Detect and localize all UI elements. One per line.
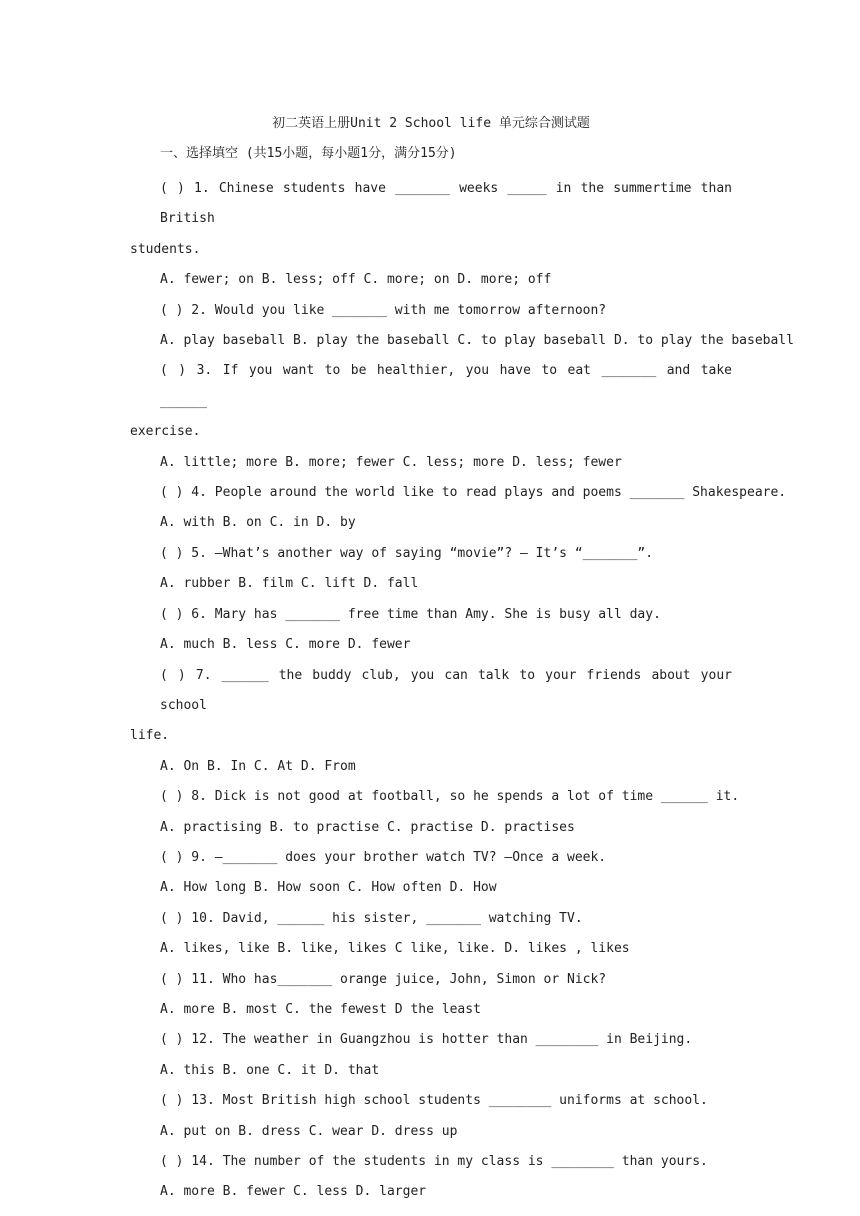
question-list — [130, 174, 794, 1208]
answer-options: A. How long B. How soon C. How often D. How — [160, 880, 497, 896]
question-text: ( ) 9. —_______ does your brother watch TV? —Once a week. — [160, 849, 607, 865]
question-item — [130, 661, 732, 752]
answer-options: A. little; more B. more; fewer C. less; more D. less; fewer — [160, 454, 622, 470]
answer-options: A. with B. on C. in D. by — [160, 515, 356, 531]
question-item — [130, 356, 732, 447]
answer-options: A. likes, like B. like, likes C like, like. D. likes , likes — [160, 941, 630, 957]
answer-options: A. this B. one C. it D. that — [160, 1062, 380, 1078]
question-text: ( ) 6. Mary has _______ free time than Amy. She is busy all day. — [160, 606, 661, 622]
question-text: ( ) 8. Dick is not good at football, so he spends a lot of time ______ it. — [160, 789, 740, 805]
question-text: ( ) 14. The number of the students in my class is ________ than yours. — [160, 1154, 708, 1169]
question-text-continued: students. — [130, 241, 201, 257]
question-text: ( ) 5. —What’s another way of saying “movie”? — It’s “_______”. — [160, 545, 654, 561]
question-text: ( ) 2. Would you like _______ with me tomorrow afternoon? — [160, 302, 607, 318]
question-text: ( ) 10. David, ______ his sister, _______ watching TV. — [160, 910, 583, 926]
question-text: ( ) 7. ______ the buddy club, you can talk to your friends about your school — [160, 667, 732, 713]
answer-options: A. rubber B. film C. lift D. fall — [160, 576, 419, 592]
question-text-continued: life. — [130, 728, 170, 744]
question-text: ( ) 3. If you want to be healthier, you have to eat _______ and take ______ — [160, 363, 732, 409]
question-text: ( ) 4. People around the world like to read plays and poems _______ Shakespeare. — [160, 485, 787, 501]
question-text: ( ) 1. Chinese students have _______ weeks _____ in the summertime than British — [160, 181, 732, 227]
question-text-continued: exercise. — [130, 424, 201, 440]
question-text: ( ) 12. The weather in Guangzhou is hotter than ________ in Beijing. — [160, 1032, 693, 1048]
answer-options: A. more B. most C. the fewest D the least — [160, 1001, 481, 1017]
answer-options: A. put on B. dress C. wear D. dress up — [160, 1123, 458, 1139]
page-title: 初二英语上册Unit 2 School life 单元综合测试题 — [272, 116, 590, 131]
answer-options: A. play baseball B. play the baseball C. to play baseball D. to play the baseball — [160, 333, 794, 349]
answer-options: A. much B. less C. more D. fewer — [160, 637, 411, 653]
question-text: ( ) 13. Most British high school students ________ uniforms at school. — [160, 1093, 708, 1109]
question-item — [130, 174, 732, 265]
answer-options: A. fewer; on B. less; off C. more; on D. more; off — [160, 272, 552, 288]
answer-options: A. On B. In C. At D. From — [160, 758, 356, 774]
answer-options: A. more B. fewer C. less D. larger — [160, 1184, 427, 1200]
document-page — [130, 114, 794, 1208]
section-heading: 一、选择填空 (共15小题，每小题1分，满分15分) — [160, 146, 457, 161]
answer-options: A. practising B. to practise C. practise D. practises — [160, 819, 575, 835]
question-text: ( ) 11. Who has_______ orange juice, John, Simon or Nick? — [160, 971, 607, 987]
